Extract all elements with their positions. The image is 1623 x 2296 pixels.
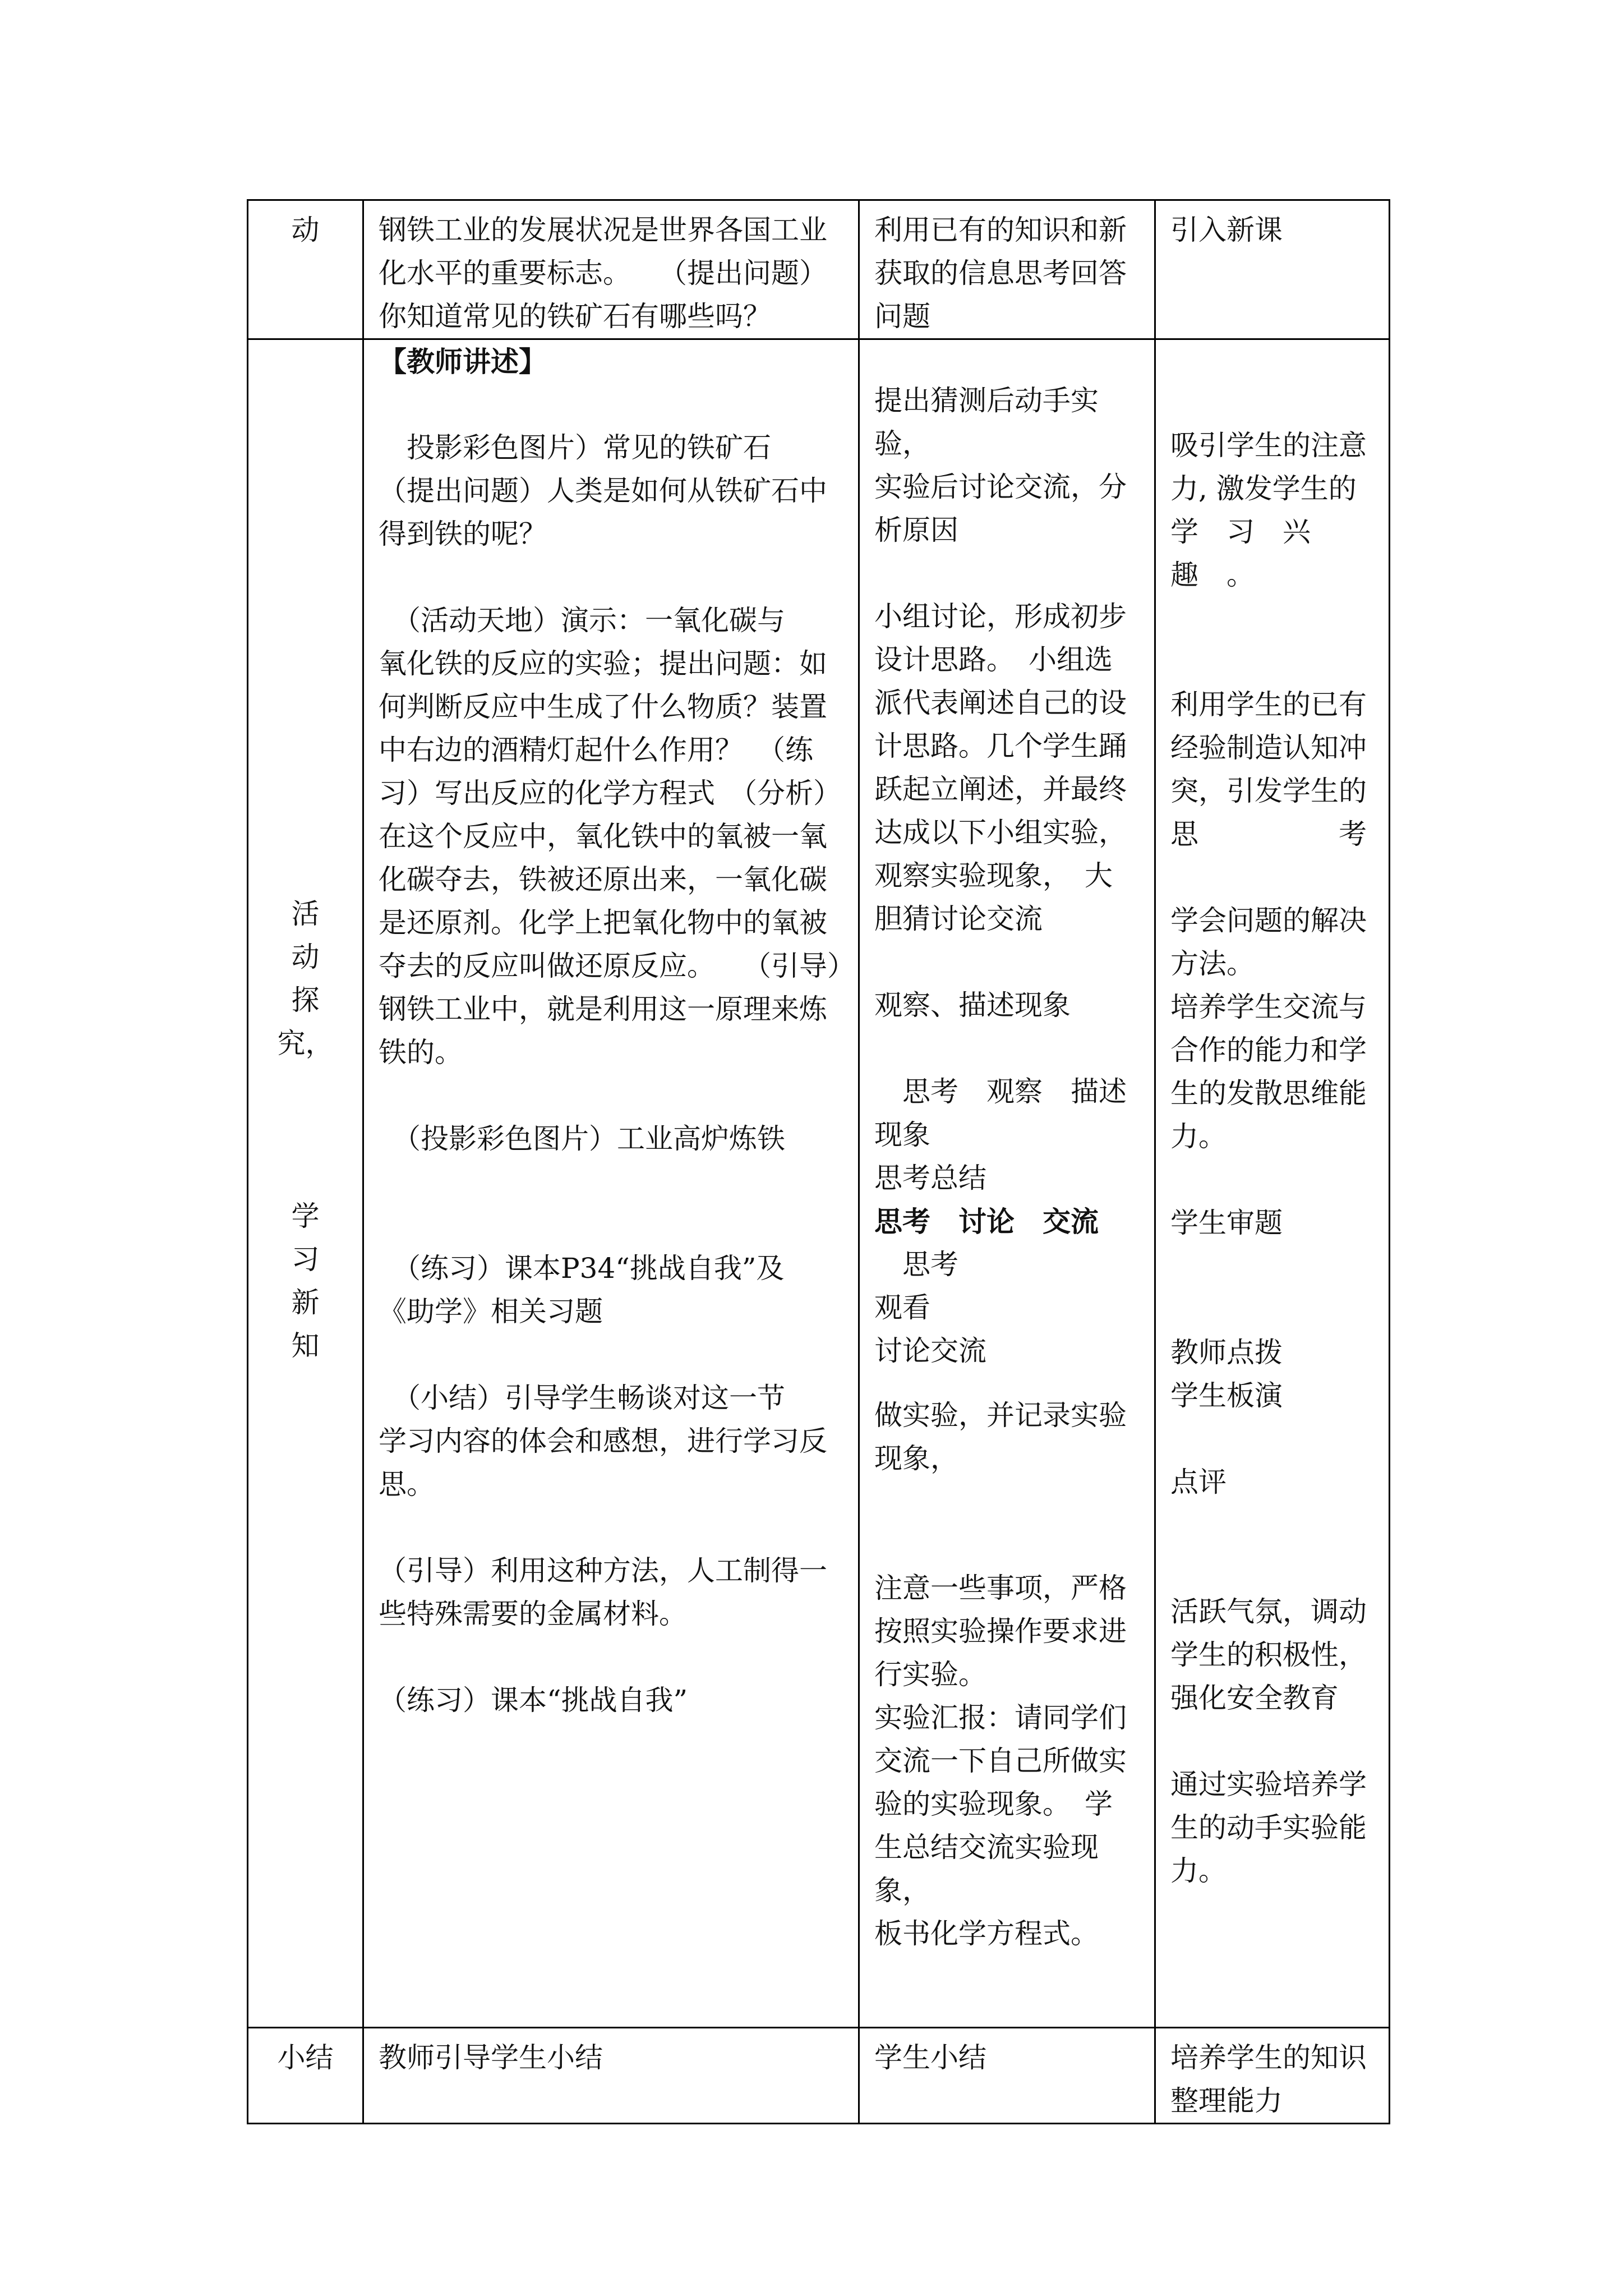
text-line: 教师引导学生小结 (379, 2041, 603, 2074)
text-line-bold: 思考 讨论 交流 (874, 1205, 1099, 1238)
teacher-activity-cell (363, 200, 859, 339)
text-line: 生总结交流实验现象， (874, 1831, 1099, 1907)
text-line: 中右边的酒精灯起什么作用？ （练 (379, 734, 813, 766)
text-line: 在这个反应中，氧化铁中的氧被一氧 (379, 820, 827, 853)
text-line: 钢铁工业中，就是利用这一原理来炼 (379, 993, 827, 1025)
text-line: 强化安全教育 (1170, 1682, 1339, 1714)
text-line: 钢铁工业的发展状况是世界各国工业 (379, 214, 827, 246)
stage-label: 小结 (277, 2041, 334, 2074)
stage-char: 动 (291, 941, 320, 973)
text-line: 点评 (1170, 1466, 1227, 1498)
text-line: 得到铁的呢？ (379, 518, 547, 550)
table-row (248, 2028, 1390, 2124)
text-line: 思考 观察 描述 (874, 1075, 1127, 1108)
text-line: 利用学生的已有 (1170, 688, 1367, 721)
text-line: 学习内容的体会和感想，进行学习反 (379, 1425, 827, 1457)
stage-cell (248, 2028, 363, 2124)
table-row (248, 200, 1390, 339)
text-line: 验的实验现象。 学 (874, 1788, 1113, 1820)
teacher-activity-cell (363, 339, 859, 2028)
text-line: 跃起立阐述，并最终 (874, 773, 1127, 806)
design-intent-cell (1155, 339, 1390, 2028)
stage-char: 知 (291, 1329, 320, 1362)
text-line: （小结）引导学生畅谈对这一节 (379, 1382, 785, 1414)
text-line: 观看 (874, 1291, 930, 1324)
stage-label: 动 (291, 214, 320, 246)
text-line: 按照实验操作要求进 (874, 1615, 1127, 1648)
text-line: 化碳夺去，铁被还原出来，一氧化碳 (379, 863, 827, 896)
text-line: 注意一些事项，严格 (874, 1572, 1127, 1604)
table-row (248, 339, 1390, 2028)
text-line: 设计思路。 小组选 (874, 643, 1113, 676)
text-line: 析原因 (874, 514, 958, 546)
stage-char: 活 (291, 898, 320, 930)
text-line: 生的发散思维能 (1170, 1077, 1367, 1110)
text-line: 生的动手实验能 (1170, 1811, 1367, 1844)
text-line: 提出猜测后动手实验， (874, 384, 1099, 460)
text-line: 小组讨论，形成初步 (874, 600, 1127, 633)
text-line: 学生审题 (1170, 1207, 1283, 1239)
student-activity-cell (859, 339, 1155, 2028)
text-line: 方法。 (1170, 947, 1255, 980)
text-line: 习）写出反应的化学方程式 （分析） (379, 777, 841, 809)
text-line: 化水平的重要标志。 （提出问题） (379, 257, 827, 289)
text-line: 达成以下小组实验， (874, 816, 1127, 849)
text-line: 你知道常见的铁矿石有哪些吗？ (379, 300, 771, 333)
text-line: 整理能力 (1170, 2085, 1283, 2117)
text-line: 计思路。几个学生踊 (874, 730, 1127, 762)
text-line: 何判断反应中生成了什么物质？装置 (379, 691, 827, 723)
text-line: 做实验，并记录实验 (874, 1399, 1127, 1432)
text-line: 学生小结 (874, 2041, 986, 2074)
text-line: 现象 (874, 1119, 930, 1151)
text-line: 学生的积极性， (1170, 1639, 1367, 1671)
text-line: （投影彩色图片）工业高炉炼铁 (379, 1122, 785, 1155)
student-activity-cell (859, 2028, 1155, 2124)
stage-char: 学 (291, 1200, 320, 1232)
text-line: （活动天地）演示：一氧化碳与 (379, 604, 785, 637)
text-line: 教师点拨 (1170, 1336, 1283, 1369)
text-line: 行实验。 (874, 1658, 986, 1691)
text-line: 实验汇报：请同学们 (874, 1701, 1127, 1734)
text-line: 氧化铁的反应的实验；提出问题：如 (379, 647, 827, 680)
text-line: 交流一下自己所做实 (874, 1745, 1127, 1777)
text-line: 实验后讨论交流，分 (874, 471, 1127, 503)
text-line: 活跃气氛，调动 (1170, 1595, 1367, 1628)
text-line: （练习）课本P34“挑战自我”及 (379, 1252, 785, 1285)
text-line: 板书化学方程式。 (874, 1917, 1099, 1950)
text-line: 培养学生交流与 (1170, 991, 1367, 1023)
text-line: 学生板演 (1170, 1379, 1283, 1412)
text-line: 观察实验现象， 大 (874, 859, 1113, 892)
lesson-plan-table (247, 199, 1390, 2124)
text-line: 派代表阐述自己的设 (874, 687, 1127, 719)
stage-cell (248, 200, 363, 339)
text-line: 力。 (1170, 1120, 1227, 1153)
text-line: （练习）课本“挑战自我” (379, 1684, 688, 1717)
text-line: 思 考 (1170, 818, 1367, 850)
text-line: 些特殊需要的金属材料。 (379, 1598, 687, 1630)
text-line: 通过实验培养学 (1170, 1768, 1367, 1801)
text-line: 利用已有的知识和新 (874, 214, 1127, 246)
stage-char: 新 (291, 1286, 320, 1319)
text-line: 问题 (874, 300, 930, 333)
text-line: 讨论交流 (874, 1335, 986, 1367)
text-line: 是还原剂。化学上把氧化物中的氧被 (379, 907, 827, 939)
text-line: 学会问题的解决 (1170, 904, 1367, 937)
text-line: 力, 激发学生的 (1170, 472, 1357, 505)
text-line: 思。 (379, 1468, 435, 1501)
text-line: 经验制造认知冲 (1170, 731, 1367, 764)
text-line: 合作的能力和学 (1170, 1034, 1367, 1066)
text-line: 铁的。 (379, 1036, 463, 1069)
text-line: 引入新课 (1170, 214, 1283, 246)
text-line: 观察、描述现象 (874, 989, 1071, 1022)
text-line: 突，引发学生的 (1170, 775, 1367, 807)
text-line: 学 习 兴 趣 。 (1170, 516, 1339, 591)
stage-char: 究， (277, 1027, 334, 1060)
design-intent-cell (1155, 2028, 1390, 2124)
text-line: 胆猜讨论交流 (874, 903, 1043, 935)
text-line: 思考 (874, 1248, 958, 1281)
text-line: 《助学》相关习题 (379, 1295, 603, 1328)
text-line: 吸引学生的注意 (1170, 429, 1367, 462)
text-line: 投影彩色图片）常见的铁矿石 (379, 431, 771, 464)
stage-cell (248, 339, 363, 2028)
text-line: 获取的信息思考回答 (874, 257, 1127, 289)
stage-char: 习 (291, 1243, 320, 1276)
stage-char: 探 (291, 984, 320, 1016)
text-line: 思考总结 (874, 1162, 986, 1194)
text-line: （提出问题）人类是如何从铁矿石中 (379, 475, 827, 507)
design-intent-cell (1155, 200, 1390, 339)
student-activity-cell (859, 200, 1155, 339)
text-line: （引导）利用这种方法，人工制得一 (379, 1554, 827, 1587)
text-line: 力。 (1170, 1855, 1227, 1887)
teacher-activity-cell (363, 2028, 859, 2124)
text-line: 现象， (874, 1442, 958, 1475)
text-line: 培养学生的知识 (1170, 2041, 1367, 2074)
section-header: 【教师讲述】 (379, 345, 547, 378)
text-line: 夺去的反应叫做还原反应。 （引导） (379, 950, 855, 982)
